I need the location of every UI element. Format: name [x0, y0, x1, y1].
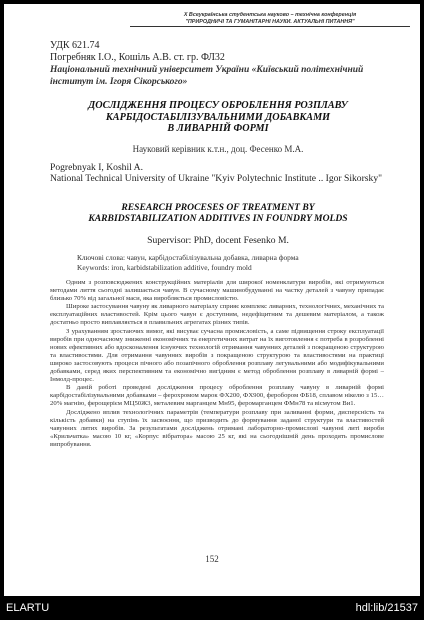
- supervisor-ua: Науковий керівник к.т.н., доц. Фесенко М.А.: [132, 144, 304, 154]
- title-en: [50, 202, 386, 224]
- body-paragraph: В даній роботі проведені дослідження процесу оброблення розплаву чавуну в ливарній формі карбідостабілізувальними добавками – ферохромом марок ФХ200, ФХ900, феробором ФБ18, сплавом нікелю з 15…20% магнію, ферощерієм МЦ50Ж3, металевим марганцем Мн95, феромарганцем ФМн78 та вісмутом Ви1.: [50, 384, 384, 408]
- keywords-en: Keywords: iron, karbidstabilization additive, foundry mold: [77, 262, 252, 272]
- title-ua-line: В ЛИВАРНІЙ ФОРМІ: [167, 123, 269, 134]
- body-paragraph: З урахуванням зростаючих вимог, які висуває сучасна промисловість, а саме підвищення строку експлуатації виробів при одночасному зниженні економічних та енергетичних витрат на їх виготовлення є потреба в розробленні нових ефективних або вдосконалення існуючих технологій отримання чавунних деталей з покращеною структурою та властивостями. Для отримання чавунних виробів з покращеною структурою та властивостями на практиці широко застосовують процеси пічного або позапічного оброблення розплаву легувальними або модифікувальними добавками, серед яких перспективним та економічно вигідним є метод оброблення розплаву в ливарній формі – Інмолд-процес.: [50, 327, 384, 384]
- title-en-line: KARBIDSTABILIZATION ADDITIVES IN FOUNDRY MOLDS: [88, 213, 348, 224]
- keywords-ua: Ключові слова: чавун, карбідостабілізувальна добавка, ливарна форма: [77, 253, 299, 262]
- authors-en: Pogrebnyak I, Koshil A.: [50, 162, 143, 173]
- journal-page: [4, 4, 420, 596]
- authors-ua: Погребняк І.О., Кошіль А.В. ст. гр. ФЛ32: [50, 52, 225, 63]
- article-body: [50, 279, 384, 449]
- udk-code: УДК 621.74: [50, 40, 100, 51]
- body-paragraph: Досліджено вплив технологічних параметрів (температури розплаву при заливанні форми, дисперсність та кількість добавки) на ступінь їх засвоєння, що призводить до формування заданої структури та властивостей чавунних литих виробів. За результатами досліджень отримані лабораторно-промислові чавунні литі вироби «Крильчатка» масою 10 кг, «Корпус вібратора» масою 25 кг, які на сьогоднішній день проходять промислове випробування.: [50, 408, 384, 448]
- supervisor-en: Supervisor: PhD, docent Fesenko M.: [147, 235, 289, 246]
- body-paragraph: Одним з розповсюджених конструкційних матеріалів для широкої номенклатури виробів, які отримуються методами лиття сьогодні залишається чавун. В сучасному машинобудуванні на частку деталей з чавуну припадає близько 70% від загальної маси, яка виробляється промисловістю.: [50, 279, 384, 303]
- repository-name: ELARTU: [6, 602, 50, 614]
- header-rule: [130, 26, 410, 27]
- conference-header-line1: X Всеукраїнська студентська науково – технічна конференція: [183, 12, 357, 18]
- body-paragraph: Широке застосування чавуну як ливарного матеріалу сприяє комплекс ливарних, технологічних, механічних та експлуатаційних властивостей. Крім цього чавун є доступним, недефіцитним та дешевим матеріалом, а також достатньо просто виплавляється в плавильних агрегатах різних типів.: [50, 303, 384, 327]
- affiliation-ua: Національний технічний університет України «Київський політехнічний інститут ім. Ігоря Сікорського»: [50, 65, 364, 87]
- handle-id: hdl:lib/21537: [355, 602, 418, 614]
- title-ua-line: КАРБІДОСТАБІЛІЗУВАЛЬНИМИ ДОБАВКАМИ: [105, 111, 331, 123]
- conference-header-line2: "ПРИРОДНИЧІ ТА ГУМАНІТАРНІ НАУКИ. АКТУАЛЬНІ ПИТАННЯ": [185, 18, 355, 25]
- page-number: 152: [205, 554, 219, 564]
- repository-footer: [0, 596, 424, 620]
- title-ua: [50, 100, 386, 135]
- keywords-block: [77, 253, 377, 272]
- title-ua-line: ДОСЛІДЖЕННЯ ПРОЦЕСУ ОБРОБЛЕННЯ РОЗПЛАВУ: [88, 100, 348, 111]
- authors-en-block: [50, 162, 386, 184]
- title-en-line: RESEARCH PROCESES OF TREATMENT BY: [121, 202, 315, 213]
- conference-header: [130, 12, 410, 30]
- affiliation-en: National Technical University of Ukraine "Kyiv Polytechnic Institute .. Igor Sikorsky": [50, 173, 383, 185]
